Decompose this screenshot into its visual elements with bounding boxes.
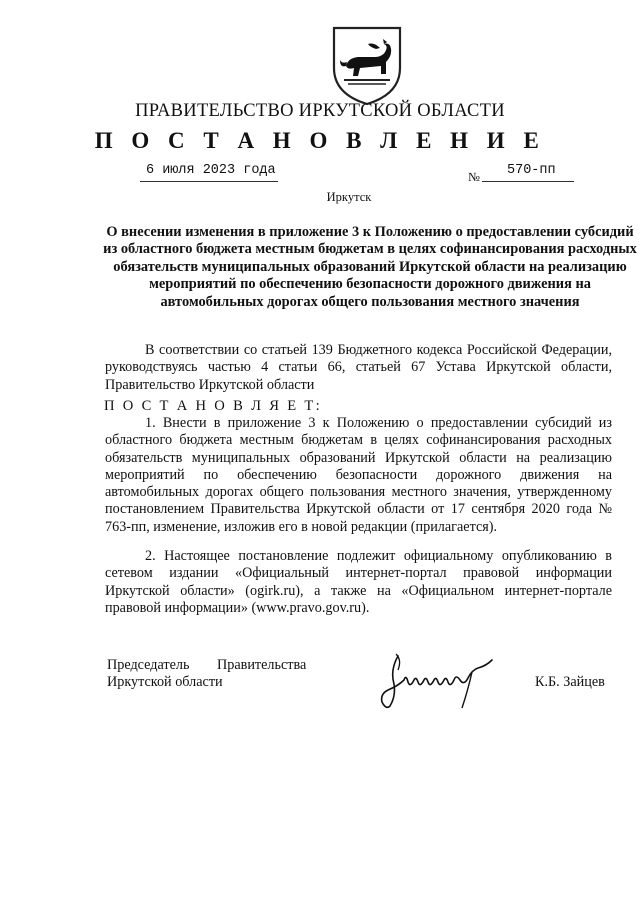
number-label: № — [468, 170, 480, 184]
document-type-title: П О С Т А Н О В Л Е Н И Е — [94, 128, 546, 153]
decree-word: П О С Т А Н О В Л Я Е Т: — [104, 398, 322, 414]
date-underline — [140, 181, 278, 182]
item-1-paragraph: 1. Внести в приложение 3 к Положению о предоставлении субсидий из областного бюджета местным бюджетам в целях софинансирования расходных обязательств муниципальных образований Иркутской области на реализацию мероприятий по обеспечению безопасности дорожного движения на автомобильных дорогах общего пользования местного значения, утвержденному постановлением Правительства Иркутской области от 17 сентября 2020 года № 763-пп, изменение, изложив его в новой редакции (прилагается). — [105, 415, 612, 535]
document-date: 6 июля 2023 года — [146, 163, 276, 178]
signer-position-line1: Председатель Правительства — [107, 657, 307, 673]
government-name: ПРАВИТЕЛЬСТВО ИРКУТСКОЙ ОБЛАСТИ — [135, 101, 505, 121]
number-underline — [482, 181, 574, 182]
document-subject: О внесении изменения в приложение 3 к Положению о предоставлении субсидий из областного бюджета местным бюджетам в целях софинансирования расходных обязательств муниципальных образований Иркутской области на реализацию мероприятий по обеспечению безопасности дорожного движения на автомобильных дорогах общего пользования местного значения — [103, 224, 637, 310]
handwritten-signature — [368, 650, 498, 712]
signer-name: К.Б. Зайцев — [535, 674, 605, 690]
preamble-paragraph: В соответствии со статьей 139 Бюджетного кодекса Российской Федерации, руководствуясь частью 4 статьи 66, статьей 67 Устава Иркутской области, Правительство Иркутской области — [105, 342, 612, 393]
item-2-paragraph: 2. Настоящее постановление подлежит официальному опубликованию в сетевом издании «Официальный интернет-портал правовой информации Иркутской области» (ogirk.ru), а также на «Официальном интернет-портале правовой информации» (www.pravo.gov.ru). — [105, 548, 612, 616]
signer-position-line2: Иркутской области — [107, 674, 223, 690]
document-number: 570-пп — [507, 163, 556, 178]
city-name: Иркутск — [326, 190, 372, 204]
coat-of-arms-icon — [324, 22, 410, 108]
